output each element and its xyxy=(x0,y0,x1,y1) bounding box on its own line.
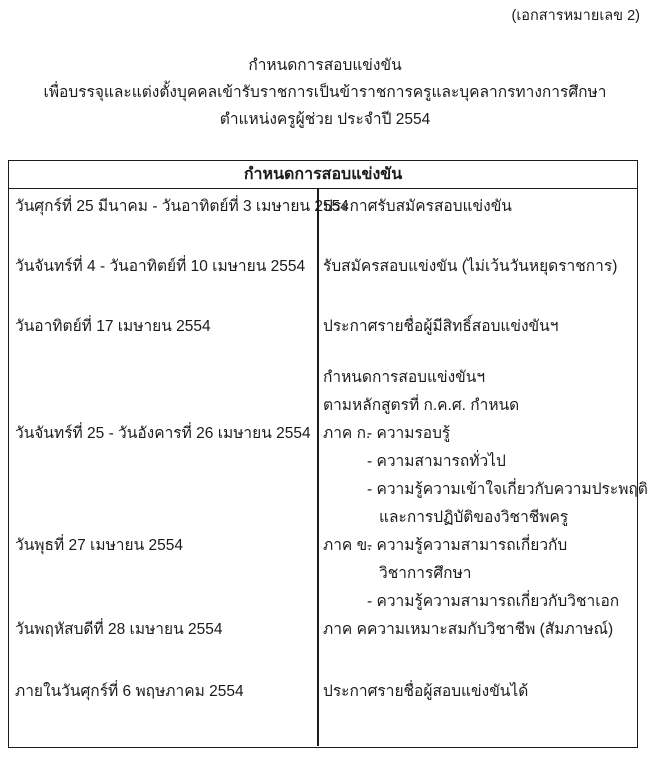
activity-line: - ความรู้ความสามารถเกี่ยวกับวิชาเอก xyxy=(367,593,620,610)
schedule-date: วันจันทร์ที่ 4 - วันอาทิตย์ที่ 10 เมษายน 2554 xyxy=(15,258,306,275)
activity-part-label: ภาค ค. xyxy=(323,621,372,638)
activity-line: วิชาการศึกษา xyxy=(379,565,472,582)
activity-line: - ความรู้ความเข้าใจเกี่ยวกับความประพฤติ xyxy=(367,481,648,498)
document-number-label: (เอกสารหมายเลข 2) xyxy=(511,8,640,24)
schedule-date: วันศุกร์ที่ 25 มีนาคม - วันอาทิตย์ที่ 3 เมษายน 2554 xyxy=(15,198,349,215)
activity-line: - ความสามารถทั่วไป xyxy=(367,453,506,470)
document-title: กำหนดการสอบแข่งขัน xyxy=(248,57,402,74)
document-subtitle: เพื่อบรรจุและแต่งตั้งบุคคลเข้ารับราชการเป็นข้าราชการครูและบุคลากรทางการศึกษา xyxy=(43,84,607,101)
activity-part-label: ภาค ข. xyxy=(323,537,372,554)
schedule-date: วันพฤหัสบดีที่ 28 เมษายน 2554 xyxy=(15,621,223,638)
schedule-date: วันอาทิตย์ที่ 17 เมษายน 2554 xyxy=(15,318,211,335)
activity-line: - ความรอบรู้ xyxy=(367,425,451,442)
table-header: กำหนดการสอบแข่งขัน xyxy=(9,161,637,189)
activity-line: ความเหมาะสมกับวิชาชีพ (สัมภาษณ์) xyxy=(367,621,614,638)
title-block xyxy=(0,52,650,133)
activity-part-label: ภาค ก. xyxy=(323,425,371,442)
schedule-date: ภายในวันศุกร์ที่ 6 พฤษภาคม 2554 xyxy=(15,683,244,700)
activity-line: กำหนดการสอบแข่งขันฯ xyxy=(323,369,486,386)
activity-line: รับสมัครสอบแข่งขัน (ไม่เว้นวันหยุดราชการ) xyxy=(323,258,618,275)
schedule-table xyxy=(8,160,648,748)
activity-line: ประกาศรายชื่อผู้มีสิทธิ์สอบแข่งขันฯ xyxy=(323,318,559,335)
column-divider xyxy=(317,189,319,746)
schedule-date: วันจันทร์ที่ 25 - วันอังคารที่ 26 เมษายน 2554 xyxy=(15,425,311,442)
activity-line: ประกาศรับสมัครสอบแข่งขัน xyxy=(323,198,512,215)
activity-line: ประกาศรายชื่อผู้สอบแข่งขันได้ xyxy=(323,683,529,700)
activity-line: - ความรู้ความสามารถเกี่ยวกับ xyxy=(367,537,568,554)
schedule-date: วันพุธที่ 27 เมษายน 2554 xyxy=(15,537,183,554)
table-body xyxy=(9,189,648,746)
activity-line: และการปฏิบัติของวิชาชีพครู xyxy=(379,509,569,526)
activity-line: ตามหลักสูตรที่ ก.ค.ศ. กำหนด xyxy=(323,397,520,414)
document-position-year: ตำแหน่งครูผู้ช่วย ประจำปี 2554 xyxy=(219,111,431,128)
